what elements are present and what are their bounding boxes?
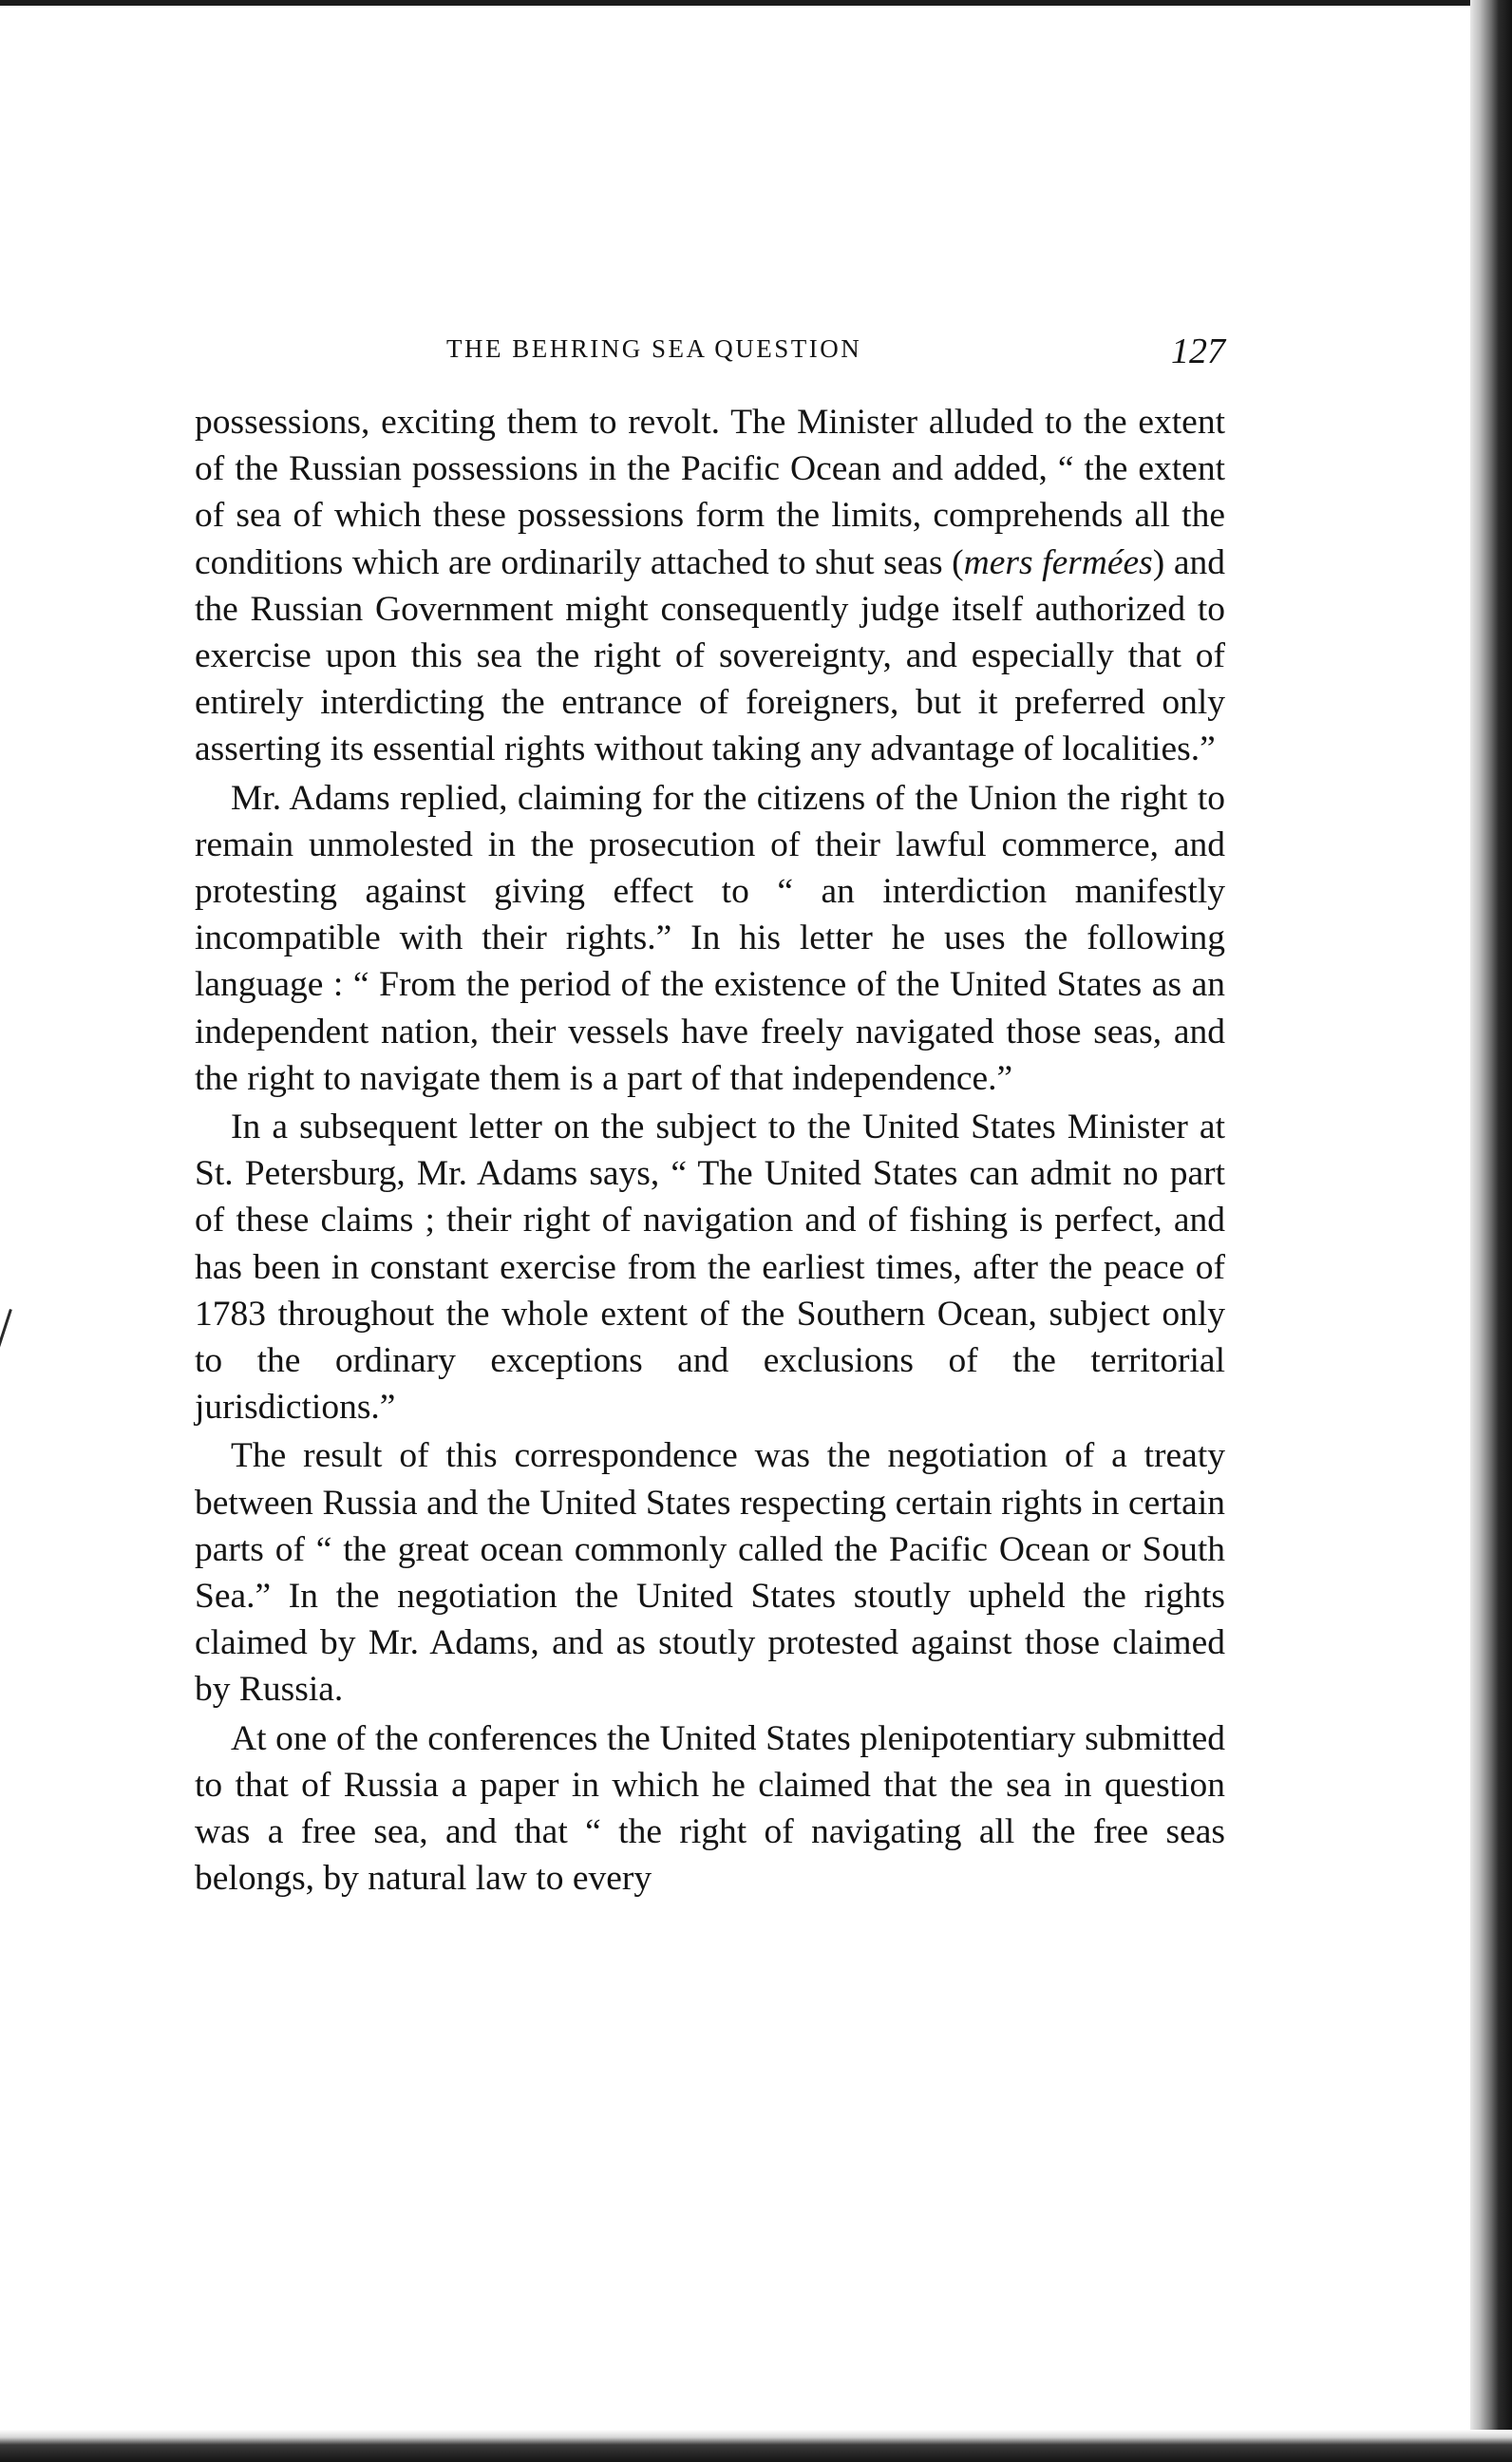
paragraph: The result of this correspondence was the negotiation of a treaty between Russia and the United States respecting certain rights in certain parts of “ the great ocean commonly called the Pacific Ocean or South Sea.” In the negotiation the United States stoutly upheld the rights claimed by Mr. Adams, and as stoutly protested against those claimed by Russia. <box>195 1436 1225 1710</box>
paragraph: In a subsequent letter on the subject to the United States Minister at St. Petersburg, Mr. Adams says, “ The United States can admit no part of these claims ; their right of navigation and of fishing is perfect, and has been in constant exercise from the earliest times, after the peace of 1783 throughout the whole extent of the Southern Ocean, subject only to the ordinary exceptions and exclusions of the territorial jurisdictions.” <box>195 1108 1225 1428</box>
paragraph <box>195 399 1225 773</box>
page-top-edge <box>0 0 1512 6</box>
paragraph-text: ) and the Russian Government might consequently judge itself authorized to exercise upon this sea the right of sovereignty, and especially that of entirely interdicting the entrance of foreigners, but it preferred only asserting its essential rights without taking any advantage of localities.” <box>195 542 1225 769</box>
page-right-edge <box>1470 0 1512 2462</box>
margin-pencil-mark <box>0 1309 12 1388</box>
page-bottom-edge <box>0 2430 1512 2462</box>
running-title: THE BEHRING SEA QUESTION <box>446 334 862 363</box>
page-number: 127 <box>1171 331 1225 371</box>
body-text <box>195 399 1225 1904</box>
paragraph: Mr. Adams replied, claiming for the citizens of the Union the right to remain unmolested in the prosecution of their lawful commerce, and protesting against giving effect to “ an interdiction manifestly incompatible with their rights.” In his letter he uses the following language : “ From the period of the existence of the United States as an independent nation, their vessels have freely navigated those seas, and the right to navigate them is a part of that independence.” <box>195 778 1225 1098</box>
paragraph-text: possessions, exciting them to revolt. The Minister alluded to the extent of the Russian possessions in the Pacific Ocean and added, “ the extent of sea of which these possessions form the limits, comprehends all the conditions which are ordinarily attached to shut seas ( <box>195 403 1225 582</box>
paragraph: At one of the conferences the United States plenipotentiary submitted to that of Russia a paper in which he claimed that the sea in question was a free sea, and that “ the right of navigating all the free seas belongs, by natural law to every <box>195 1718 1225 1899</box>
italic-phrase: mers fermées <box>963 542 1153 582</box>
running-header <box>199 331 1225 376</box>
